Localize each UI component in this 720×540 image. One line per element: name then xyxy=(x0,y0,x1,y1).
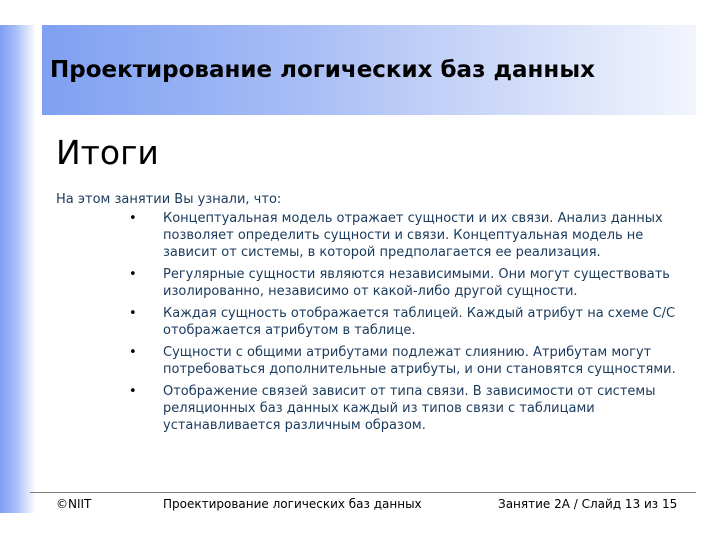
slide-title: Итоги xyxy=(56,133,159,172)
intro-text: На этом занятии Вы узнали, что: xyxy=(56,192,282,207)
bullet-icon: • xyxy=(129,267,137,282)
bullet-text: Отображение связей зависит от типа связи. В зависимости от системы реляционных баз данных каждый из типов связи с таблицами устанавливается различным образом. xyxy=(163,384,656,433)
bullet-list xyxy=(120,210,680,439)
header-title: Проектирование логических баз данных xyxy=(50,57,595,83)
bullet-icon: • xyxy=(129,306,137,321)
list-item xyxy=(120,305,680,339)
footer-divider xyxy=(30,492,696,493)
list-item xyxy=(120,210,680,261)
bullet-icon: • xyxy=(129,384,137,399)
bullet-text: Сущности с общими атрибутами подлежат слиянию. Атрибутам могут потребоваться дополнительные атрибуты, и они становятся сущностями. xyxy=(163,345,676,377)
bullet-icon: • xyxy=(129,345,137,360)
footer-slide-info: Занятие 2A / Слайд 13 из 15 xyxy=(498,497,678,511)
bullet-text: Регулярные сущности являются независимыми. Они могут существовать изолированно, независимо от какой-либо другой сущности. xyxy=(163,267,670,299)
left-decorative-bar xyxy=(0,25,36,513)
footer-course-title: Проектирование логических баз данных xyxy=(163,497,422,511)
bullet-icon: • xyxy=(129,211,137,226)
list-item xyxy=(120,383,680,434)
bullet-text: Каждая сущность отображается таблицей. Каждый атрибут на схеме С/С отображается атрибутом в таблице. xyxy=(163,306,676,338)
list-item xyxy=(120,344,680,378)
bullet-text: Концептуальная модель отражает сущности и их связи. Анализ данных позволяет определить сущности и связи. Концептуальная модель не зависит от системы, в которой предполагается ее реализация. xyxy=(163,211,663,260)
footer-copyright: ©NIIT xyxy=(56,497,92,511)
list-item xyxy=(120,266,680,300)
